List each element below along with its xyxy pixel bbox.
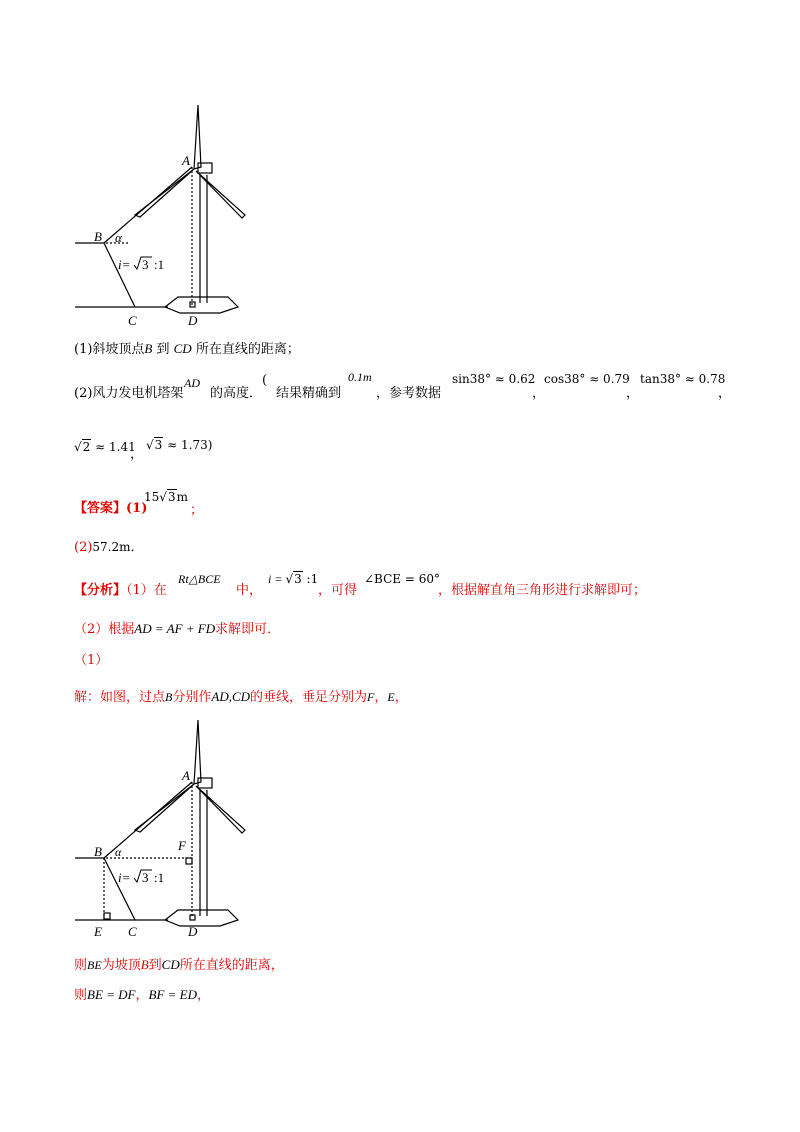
windmill-figure-1	[70, 95, 270, 330]
label-A: A	[182, 768, 190, 783]
label-F: F	[178, 838, 186, 853]
label-C: C	[128, 924, 137, 939]
label-E: E	[94, 924, 102, 939]
ref-comma-1: ，	[532, 386, 546, 401]
q2-paren: (	[262, 373, 268, 388]
solution-part-1: （1）	[74, 653, 109, 668]
analysis-line-1: 【分析】（1）在	[74, 583, 167, 598]
label-A: A	[182, 153, 190, 168]
label-D: D	[188, 313, 198, 328]
slope-ratio-sqrt: 3	[142, 257, 149, 272]
q2-precision: 0.1m	[348, 370, 372, 384]
analysis-angle: ∠BCE = 60°	[364, 572, 440, 586]
label-alpha: α	[115, 230, 122, 245]
label-alpha: α	[115, 845, 122, 859]
label-B: B	[94, 844, 102, 859]
slope-ratio-sqrt: 3	[142, 870, 149, 885]
ref-cos: cos38° ≈ 0.79	[544, 372, 630, 386]
analysis-zhong: 中，	[236, 583, 263, 598]
answer-part-2: (2)57.2m．	[74, 540, 144, 555]
slope-ratio-suffix: :1	[154, 870, 165, 885]
ref-sqrt2: √2 ≈ 1.41	[74, 440, 136, 454]
slope-ratio-prefix: i=	[118, 257, 131, 272]
analysis-kede: ，可得	[318, 583, 358, 598]
ref-comma-2: ，	[626, 386, 640, 401]
label-D: D	[188, 924, 198, 939]
ref-sin: sin38° ≈ 0.62	[452, 372, 536, 386]
analysis-slope: i = √3 :1	[268, 572, 319, 586]
answer-1-end: ；	[190, 503, 204, 518]
solution-line-1: 解：如图，过点B分别作AD,CD的垂线，垂足分别为F，E，	[74, 689, 408, 705]
q2-AD: AD	[184, 376, 200, 390]
q2-ref: ，参考数据	[376, 386, 442, 401]
slope-ratio-suffix: :1	[154, 257, 165, 272]
analysis-triangle: Rt△BCE	[178, 572, 221, 586]
q2-result: 结果精确到	[276, 386, 342, 401]
question-1: (1)斜坡顶点B 到 CD 所在直线的距离；	[74, 341, 300, 357]
windmill-figure-2	[70, 710, 270, 945]
solution-line-3: 则BE = DF，BF = ED，	[74, 987, 211, 1003]
ref-tan: tan38° ≈ 0.78	[640, 372, 726, 386]
ref-comma-3: ，	[718, 386, 732, 401]
ref-comma-4: ，	[130, 447, 144, 462]
analysis-line-2: （2）根据AD = AF + FD求解即可．	[74, 621, 281, 637]
ref-sqrt3: √3 ≈ 1.73)	[146, 438, 213, 452]
q2-mid: 的高度．	[210, 386, 263, 401]
label-C: C	[128, 313, 137, 328]
question-2: (2)风力发电机塔架	[74, 386, 184, 401]
answer-part-1: 【答案】(1)	[74, 501, 148, 516]
solution-line-2: 则BE为坡顶B到CD所在直线的距离，	[74, 957, 284, 973]
slope-ratio-prefix: i=	[118, 870, 131, 885]
analysis-method: ，根据解直角三角形进行求解即可；	[438, 583, 647, 598]
answer-1-value: 15√3m	[144, 490, 188, 504]
label-B: B	[94, 229, 102, 244]
